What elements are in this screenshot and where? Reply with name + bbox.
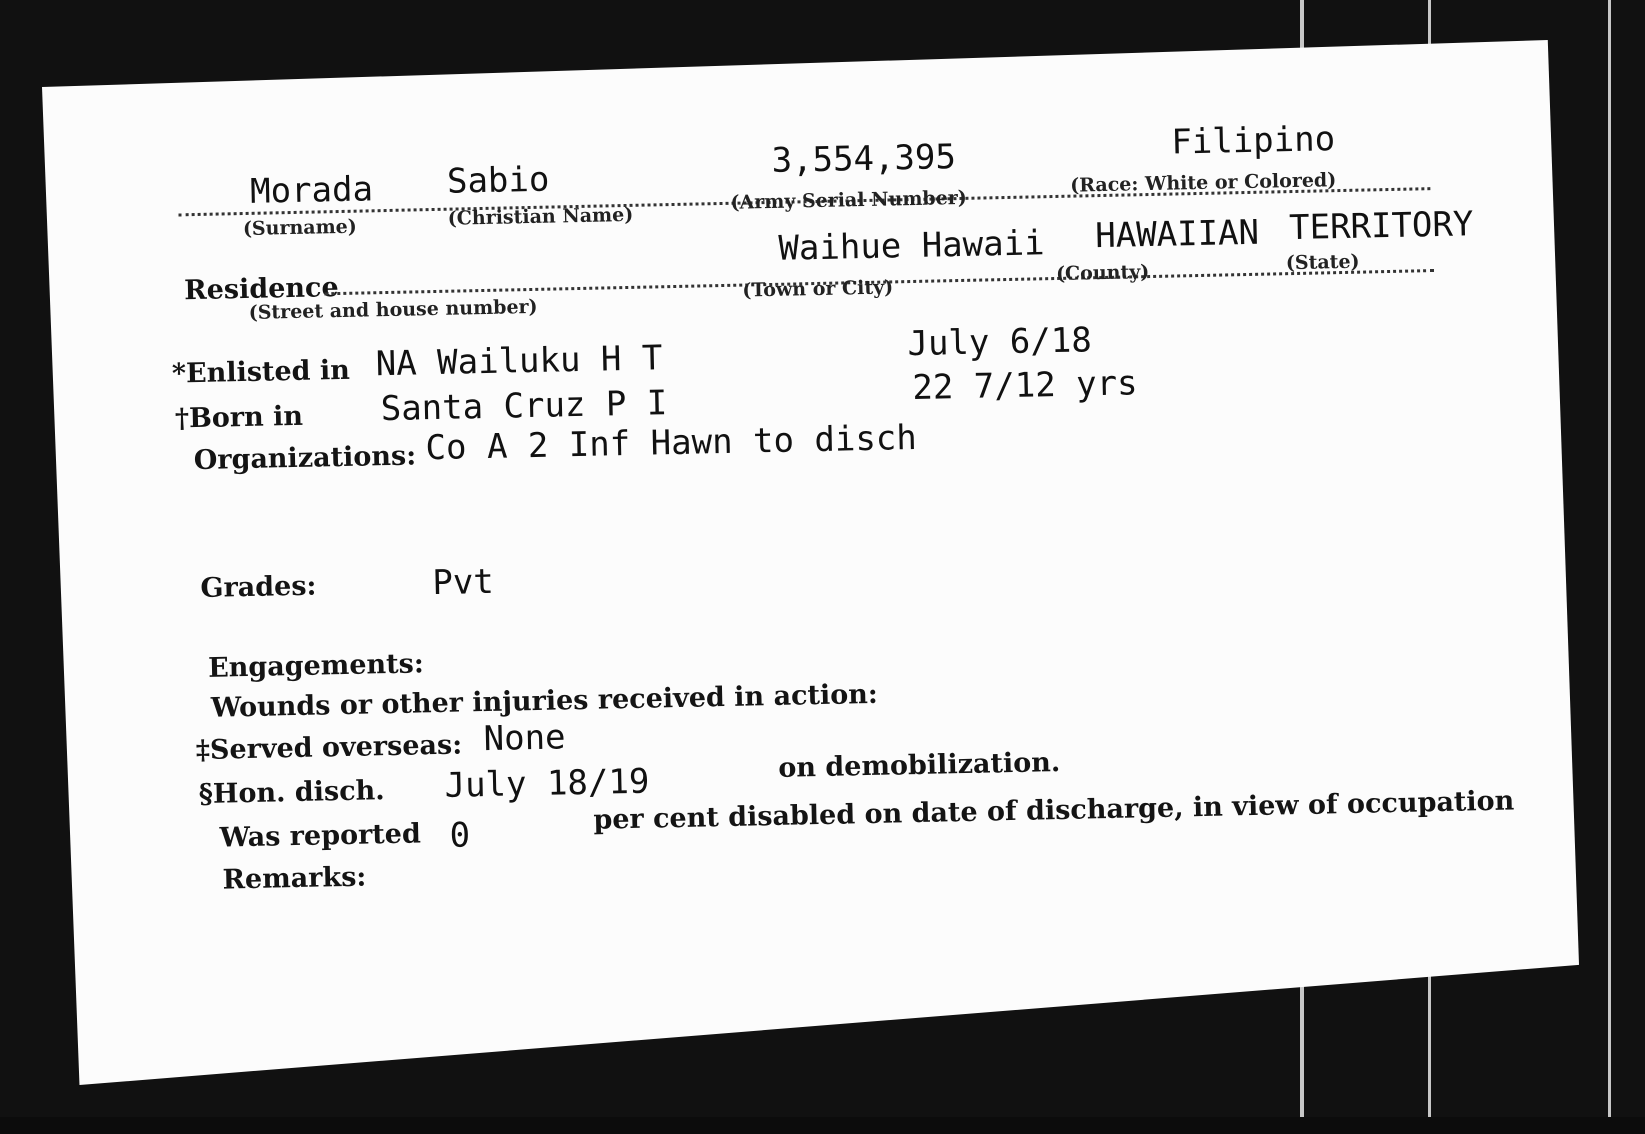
enlisted-date-value: July 6/18 bbox=[907, 320, 1093, 365]
organizations-label: Organizations: bbox=[193, 440, 417, 477]
discharge-date-value: July 18/19 bbox=[444, 761, 650, 806]
wounds-label: Wounds or other injuries received in action: bbox=[210, 678, 879, 724]
born-place-value: Santa Cruz P I bbox=[380, 383, 668, 430]
enlisted-label: *Enlisted in bbox=[171, 354, 351, 390]
discharge-suffix: on demobilization. bbox=[778, 747, 1061, 784]
race-value: Filipino bbox=[1170, 119, 1336, 163]
county-value: HAWAIIAN bbox=[1094, 212, 1260, 257]
grades-label: Grades: bbox=[200, 570, 317, 604]
discharge-label: §Hon. disch. bbox=[198, 775, 385, 811]
serial-number-value: 3,554,395 bbox=[771, 137, 957, 181]
surname-caption: (Surname) bbox=[242, 215, 357, 241]
engagements-label: Engagements: bbox=[207, 648, 425, 684]
overseas-value: None bbox=[483, 717, 566, 760]
organizations-value: Co A 2 Inf Hawn to disch bbox=[425, 417, 918, 469]
town-value: Waihue Hawaii bbox=[778, 223, 1045, 269]
born-label: †Born in bbox=[174, 400, 304, 435]
reported-suffix: per cent disabled on date of discharge, in view of occupation bbox=[593, 785, 1515, 836]
christian-name-caption: (Christian Name) bbox=[447, 203, 634, 230]
race-caption: (Race: White or Colored) bbox=[1069, 169, 1337, 197]
state-value: TERRITORY bbox=[1288, 204, 1474, 249]
county-caption: (County) bbox=[1055, 261, 1150, 285]
reported-label: Was reported bbox=[219, 818, 422, 854]
residence-label: Residence bbox=[183, 272, 339, 307]
street-caption: (Street and house number) bbox=[248, 295, 538, 324]
reported-value: 0 bbox=[449, 815, 471, 856]
surname-value: Morada bbox=[249, 169, 374, 212]
enlisted-place-value: NA Wailuku H T bbox=[375, 338, 663, 385]
remarks-label: Remarks: bbox=[222, 861, 367, 896]
christian-name-value: Sabio bbox=[446, 159, 550, 202]
overseas-label: ‡Served overseas: bbox=[195, 729, 463, 767]
grades-value: Pvt bbox=[431, 561, 495, 604]
age-value: 22 7/12 yrs bbox=[911, 363, 1138, 409]
serial-number-caption: (Army Serial Number) bbox=[730, 186, 968, 214]
state-caption: (State) bbox=[1285, 250, 1360, 275]
town-caption: (Town or City) bbox=[742, 276, 894, 302]
